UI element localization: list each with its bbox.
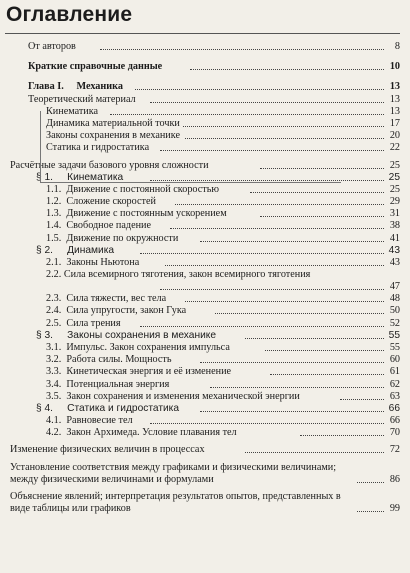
toc-entry-page: 48 — [389, 293, 400, 305]
toc-entry[interactable] — [0, 403, 410, 415]
toc-entry-title: 3.2. Работа силы. Мощность — [46, 354, 172, 366]
toc-entry-page: 25 — [389, 159, 400, 171]
toc-entry-title: Расчётные задачи базового уровня сложности — [10, 159, 209, 171]
toc-entry-title: 4.2. Закон Архимеда. Условие плавания тел — [46, 427, 237, 439]
toc-entry-page: 25 — [388, 171, 400, 183]
toc-entry[interactable] — [0, 269, 410, 293]
toc-entry-page: 25 — [389, 183, 400, 195]
toc-entry-page: 52 — [389, 317, 400, 329]
toc-entry-title: Законы сохранения в механике — [46, 130, 180, 142]
toc-entry[interactable] — [0, 342, 410, 354]
toc-entry-page: 60 — [389, 354, 400, 366]
toc-entry-title: § 1. Кинематика — [36, 171, 124, 183]
toc-entry-page: 43 — [388, 244, 400, 256]
toc-entry-page: 10 — [389, 61, 400, 73]
toc-entry-title: 2.1. Законы Ньютона — [46, 257, 140, 268]
toc-entry[interactable] — [0, 184, 410, 196]
toc-entry[interactable] — [0, 462, 410, 486]
toc-entry-title: 2.2. Сила всемирного тяготения, закон всемирного тяготения — [46, 269, 348, 281]
toc-entry[interactable] — [0, 330, 410, 342]
toc-entry-page: 72 — [389, 444, 400, 456]
toc-entry-page: 70 — [389, 427, 400, 439]
toc-entry-page: 61 — [389, 366, 400, 378]
toc-entry-page: 13 — [389, 93, 400, 105]
toc-entry[interactable] — [0, 354, 410, 366]
toc-entry-page: 13 — [389, 105, 400, 117]
toc-entry-title: 3.1. Импульс. Закон сохранения импульса — [46, 341, 230, 353]
toc-entry-page: 55 — [388, 329, 400, 341]
toc-entry-title: 4.1. Равновесие тел — [46, 415, 133, 427]
toc-entry-title: Статика и гидростатика — [46, 142, 150, 154]
toc-entry[interactable] — [0, 220, 410, 232]
toc-entry-page: 99 — [389, 502, 400, 514]
toc-entry-page: 66 — [388, 402, 400, 414]
toc-entry-page: 8 — [394, 41, 400, 52]
toc-entry-title: 1.3. Движение с постоянным ускорением — [46, 208, 227, 220]
toc-entry[interactable] — [0, 379, 410, 391]
toc-entry-page: 43 — [389, 257, 400, 268]
toc-entry-title: § 3. Законы сохранения в механике — [36, 329, 217, 341]
toc-entry[interactable] — [0, 415, 410, 427]
toc-entry[interactable] — [0, 257, 410, 269]
toc-entry-page: 47 — [389, 281, 400, 293]
toc-entry-page: 55 — [389, 341, 400, 353]
toc-entry-page: 63 — [389, 390, 400, 402]
title-divider — [5, 33, 400, 34]
toc-entry-page: 17 — [389, 117, 400, 129]
toc-entry-page: 62 — [389, 378, 400, 390]
toc-entry-title: 1.1. Движение с постоянной скоростью — [46, 183, 219, 195]
toc-entry-title: 3.3. Кинетическая энергия и её изменение — [46, 366, 232, 378]
toc-entry-page: 31 — [389, 208, 400, 220]
toc-entry-page: 86 — [389, 473, 400, 485]
toc-entry-title: § 2. Динамика — [36, 244, 115, 256]
toc-entry-title: 1.2. Сложение скоростей — [46, 196, 156, 208]
toc-entry[interactable] — [0, 61, 410, 73]
toc-entry-title: Кинематика — [46, 105, 99, 117]
toc-entry-page: 41 — [389, 232, 400, 244]
toc-entry-title: 2.3. Сила тяжести, вес тела — [46, 293, 167, 305]
toc-entry[interactable] — [0, 366, 410, 378]
toc-entry[interactable] — [0, 318, 410, 330]
toc-entry-title: Объяснение явлений; интерпретация результатов опытов, представленных в виде таблицы или графиков — [10, 491, 357, 515]
toc-entry-page: 20 — [389, 130, 400, 142]
toc-entry-title: 2.4. Сила упругости, закон Гука — [46, 305, 187, 317]
section-bracket — [40, 111, 341, 183]
toc-entry[interactable] — [0, 491, 410, 515]
toc-entry-page: 66 — [389, 415, 400, 427]
toc-entry-page: 38 — [389, 220, 400, 232]
toc-entry[interactable] — [0, 293, 410, 305]
toc-entry-title: Динамика материальной точки — [46, 117, 180, 129]
toc-entry-title: Краткие справочные данные — [28, 61, 163, 73]
toc-entry[interactable] — [0, 245, 410, 257]
toc-entry-title: 3.4. Потенциальная энергия — [46, 378, 170, 390]
toc-entry[interactable] — [0, 81, 410, 93]
toc-entry[interactable] — [0, 94, 410, 106]
toc-entry[interactable] — [0, 196, 410, 208]
toc-entry-page: 22 — [389, 142, 400, 154]
toc-entry-title: От авторов — [28, 41, 76, 52]
toc-entry[interactable] — [0, 208, 410, 220]
toc-entry[interactable] — [0, 391, 410, 403]
toc-entry[interactable] — [0, 41, 410, 53]
toc-entry-title: Изменение физических величин в процессах — [10, 444, 205, 456]
toc-entry-title: 3.5. Закон сохранения и изменения механической энергии — [46, 390, 300, 402]
toc-entry[interactable] — [0, 305, 410, 317]
toc-entry-title: Глава I. Механика — [28, 81, 123, 93]
toc-entry-page: 13 — [389, 81, 400, 93]
toc-entry-title: § 4. Статика и гидростатика — [36, 402, 180, 414]
toc-entry-page: 50 — [389, 305, 400, 317]
table-of-contents — [0, 36, 410, 515]
page-title: Оглавление — [6, 3, 133, 26]
toc-entry-page: 29 — [389, 196, 400, 208]
toc-entry-title: Теоретический материал — [28, 93, 136, 105]
toc-entry[interactable] — [0, 444, 410, 456]
toc-entry-title: 1.5. Движение по окружности — [46, 232, 179, 244]
toc-entry-title: Установление соответствия между графиками и физическими величинами; между физическими величинами и формулами — [10, 462, 357, 486]
toc-entry-title: 2.5. Сила трения — [46, 317, 121, 329]
toc-entry[interactable] — [0, 427, 410, 439]
toc-entry-title: 1.4. Свободное падение — [46, 220, 152, 232]
toc-entry[interactable] — [0, 233, 410, 245]
